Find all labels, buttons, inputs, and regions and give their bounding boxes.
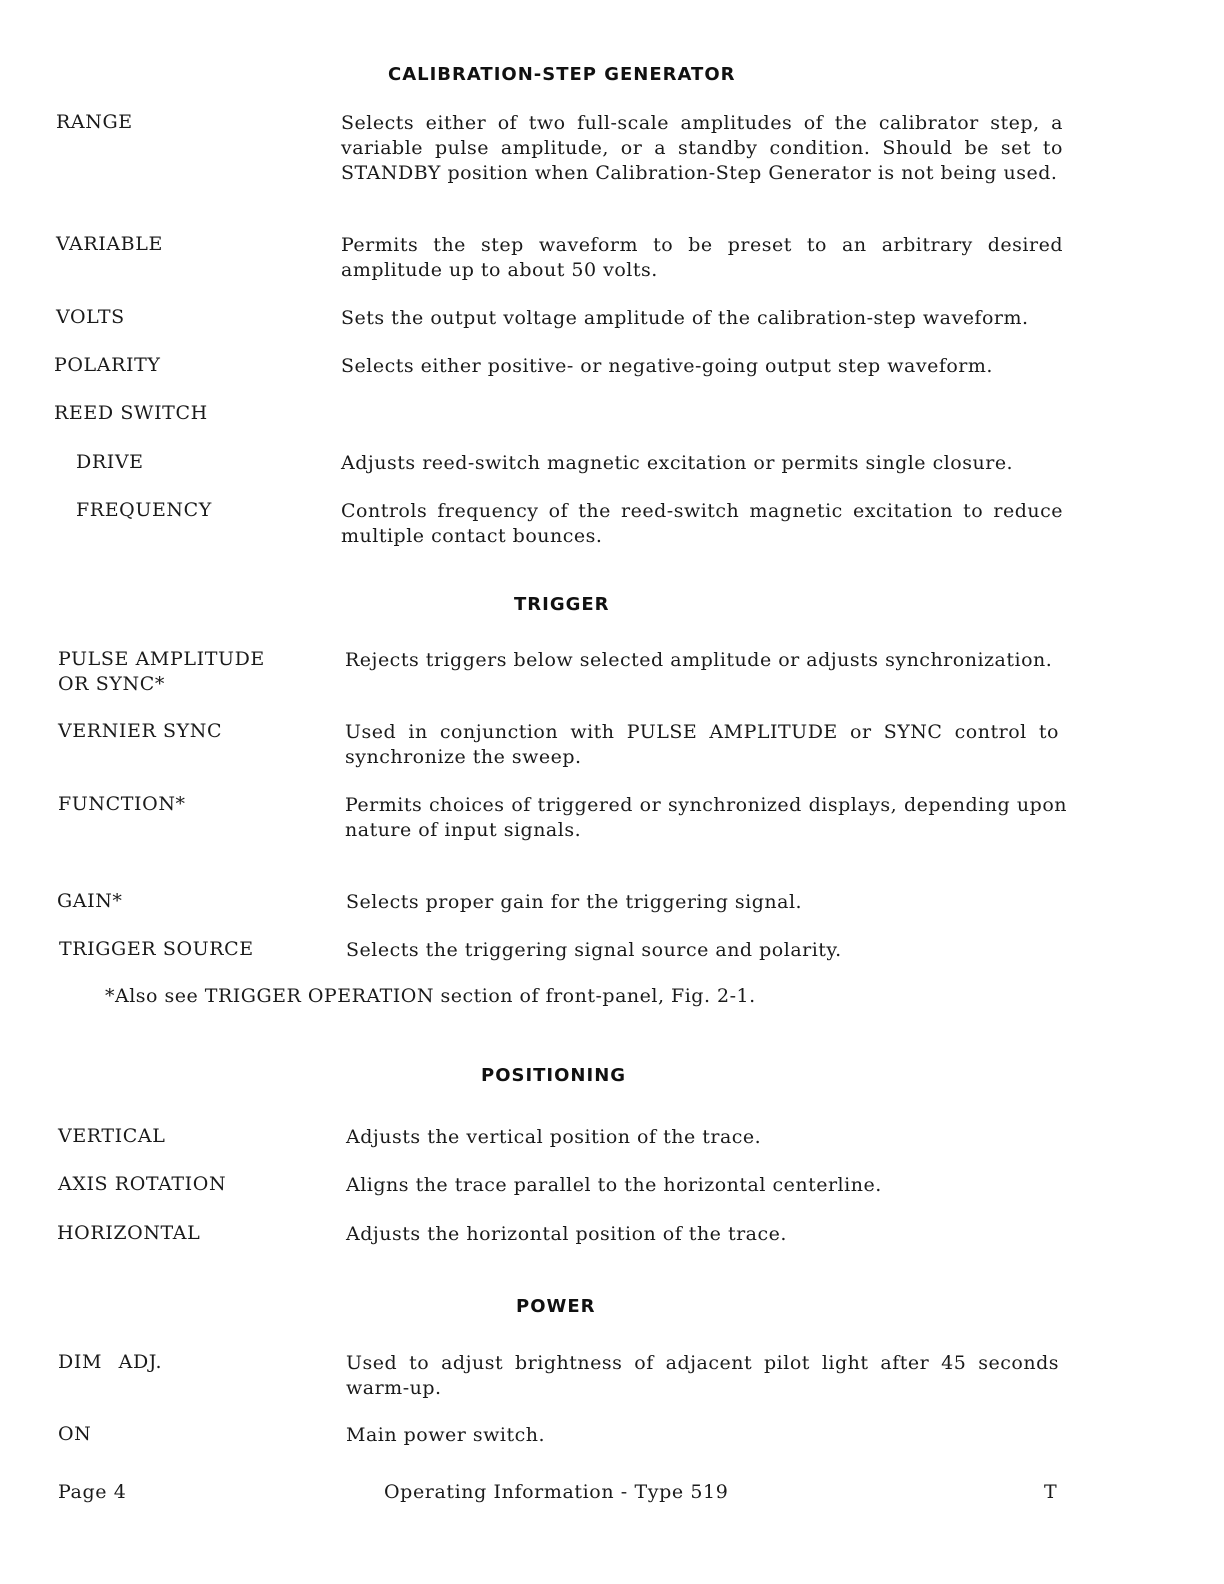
term-variable: VARIABLE (56, 233, 163, 255)
footer-title: Operating Information - Type 519 (384, 1481, 729, 1503)
term-range: RANGE (56, 111, 133, 133)
term-volts: VOLTS (56, 306, 125, 328)
desc-polarity: Selects either positive- or negative-going output step waveform. (341, 355, 993, 377)
section-heading-calibration: CALIBRATION-STEP GENERATOR (388, 64, 736, 85)
section-heading-positioning: POSITIONING (481, 1065, 627, 1086)
footer-page-number: Page 4 (58, 1481, 127, 1503)
desc-range: Selects either of two full-scale amplitudes of the calibrator step, a variable pulse amplitude, or a standby condition. Should be set to STANDBY position when Calibration-Step Generator is not being used. (341, 112, 1063, 184)
term-vernier-sync: VERNIER SYNC (58, 720, 223, 742)
term-on: ON (58, 1423, 92, 1445)
desc-drive: Adjusts reed-switch magnetic excitation or permits single closure. (341, 452, 1014, 474)
term-dim-adj: DIM ADJ. (58, 1351, 163, 1373)
desc-dim-adj: Used to adjust brightness of adjacent pilot light after 45 seconds warm-up. (346, 1352, 1059, 1399)
term-frequency: FREQUENCY (76, 499, 212, 521)
term-polarity: POLARITY (54, 354, 161, 376)
term-function: FUNCTION* (58, 793, 186, 815)
section-heading-trigger: TRIGGER (514, 594, 610, 615)
term-pulse-amplitude (58, 647, 265, 697)
desc-variable: Permits the step waveform to be preset to an arbitrary desired amplitude up to about 50 volts. (341, 234, 1063, 281)
desc-trigger-source: Selects the triggering signal source and polarity. (346, 939, 842, 961)
term-pulse-amplitude-line2: OR SYNC* (58, 673, 165, 695)
term-gain: GAIN* (57, 890, 123, 912)
desc-horizontal: Adjusts the horizontal position of the trace. (346, 1223, 787, 1245)
desc-vernier-sync: Used in conjunction with PULSE AMPLITUDE or SYNC control to synchronize the sweep. (345, 721, 1059, 768)
desc-volts: Sets the output voltage amplitude of the calibration-step waveform. (341, 307, 1029, 329)
term-reed-switch: REED SWITCH (54, 402, 208, 424)
term-drive: DRIVE (76, 451, 144, 473)
desc-axis-rotation: Aligns the trace parallel to the horizontal centerline. (346, 1174, 882, 1196)
desc-gain: Selects proper gain for the triggering signal. (346, 891, 803, 913)
desc-frequency: Controls frequency of the reed-switch magnetic excitation to reduce multiple contact bounces. (341, 500, 1063, 547)
desc-vertical: Adjusts the vertical position of the trace. (346, 1126, 762, 1148)
term-pulse-amplitude-line1: PULSE AMPLITUDE (58, 648, 265, 670)
term-vertical: VERTICAL (58, 1125, 166, 1147)
desc-on: Main power switch. (346, 1424, 546, 1446)
term-trigger-source: TRIGGER SOURCE (59, 938, 254, 960)
footer-mark: T (1044, 1481, 1058, 1503)
term-horizontal: HORIZONTAL (57, 1222, 201, 1244)
trigger-footnote: *Also see TRIGGER OPERATION section of front-panel, Fig. 2-1. (105, 985, 756, 1007)
desc-pulse-amplitude: Rejects triggers below selected amplitude or adjusts synchronization. (345, 649, 1053, 671)
term-axis-rotation: AXIS ROTATION (58, 1173, 227, 1195)
section-heading-power: POWER (516, 1296, 596, 1317)
desc-function: Permits choices of triggered or synchronized displays, depending upon nature of input signals. (345, 794, 1067, 841)
